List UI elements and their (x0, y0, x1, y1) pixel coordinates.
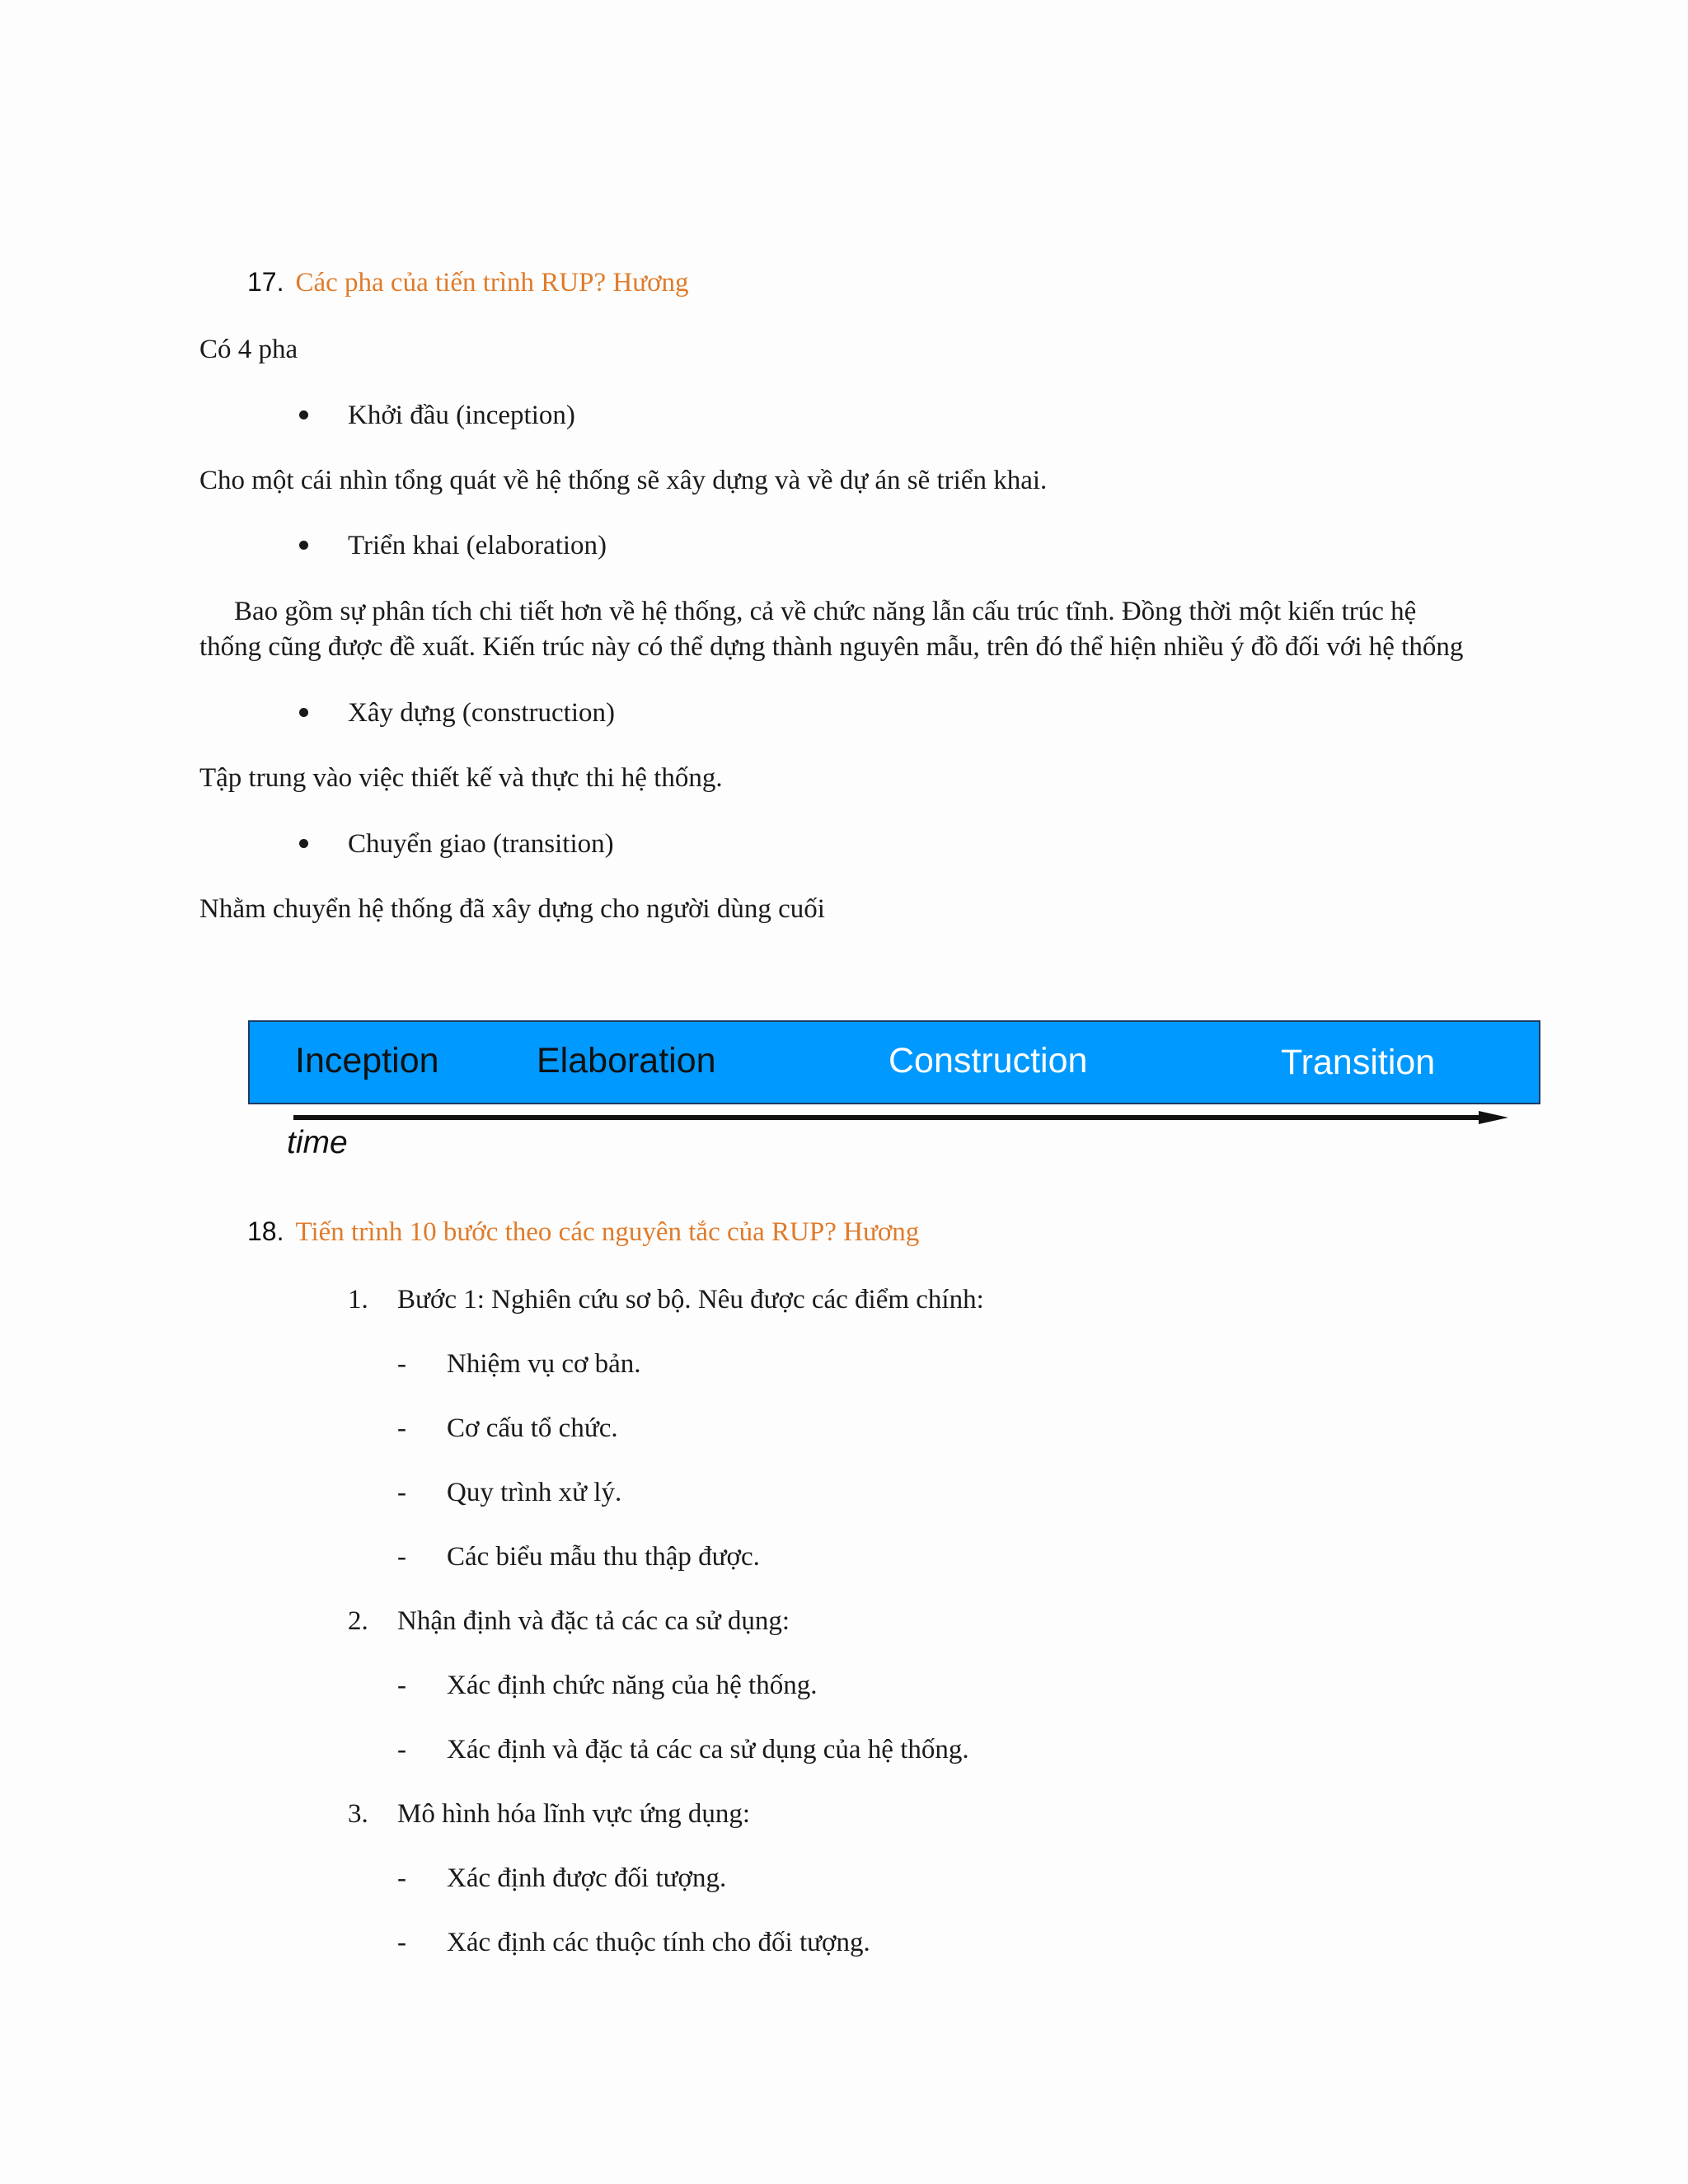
step-item: Các biểu mẫu thu thập được. (447, 1542, 760, 1572)
dash-marker: - (397, 1928, 406, 1957)
dash-marker: - (397, 1735, 406, 1765)
phase-label-inception: Inception (295, 1041, 439, 1080)
step-text: Nhận định và đặc tả các ca sử dụng: (397, 1606, 790, 1636)
step-item: Xác định chức năng của hệ thống. (447, 1671, 818, 1700)
phase-label-construction: Construction (889, 1041, 1088, 1080)
step-item: Cơ cấu tổ chức. (447, 1413, 618, 1443)
phase-item-transition: Chuyển giao (transition) (348, 829, 614, 859)
section-title: Các pha của tiến trình RUP? Hương (295, 268, 689, 298)
section-number: 17. (247, 267, 284, 297)
phase-item-construction: Xây dựng (construction) (348, 698, 615, 728)
phase-label-transition: Transition (1281, 1043, 1436, 1082)
phase-item-elaboration: Triển khai (elaboration) (348, 531, 607, 560)
phase-description: Cho một cái nhìn tổng quát về hệ thống sẽ xây dựng và về dự án sẽ triển khai. (199, 466, 1048, 495)
phase-description-line1: Bao gồm sự phân tích chi tiết hơn về hệ thống, cả về chức năng lẫn cấu trúc tĩnh. Đồng thời một kiến trúc hệ (234, 597, 1417, 626)
intro-text: Có 4 pha (199, 335, 298, 364)
dash-marker: - (397, 1671, 406, 1700)
step-text: Mô hình hóa lĩnh vực ứng dụng: (397, 1799, 751, 1829)
section-18-heading (247, 1213, 919, 1250)
phase-label-elaboration: Elaboration (537, 1041, 716, 1080)
step-number: 1. (348, 1285, 368, 1315)
phase-description-line2: thống cũng được đề xuất. Kiến trúc này có thể dựng thành nguyên mẫu, trên đó thể hiện nhiều ý đồ đối với hệ thống (199, 632, 1464, 662)
dash-marker: - (397, 1349, 406, 1379)
bullet-icon (299, 839, 308, 848)
bullet-icon (299, 708, 308, 717)
section-number: 18. (247, 1216, 284, 1246)
step-item: Quy trình xử lý. (447, 1478, 622, 1507)
phase-description: Tập trung vào việc thiết kế và thực thi hệ thống. (199, 763, 723, 793)
section-title: Tiến trình 10 bước theo các nguyên tắc của RUP? Hương (295, 1217, 920, 1247)
dash-marker: - (397, 1542, 406, 1572)
step-item: Xác định được đối tượng. (447, 1863, 727, 1893)
rup-phases-bar (248, 1020, 1540, 1104)
time-axis-label: time (287, 1125, 348, 1160)
step-item: Nhiệm vụ cơ bản. (447, 1349, 641, 1379)
step-number: 3. (348, 1799, 368, 1829)
time-arrow-icon (292, 1109, 1508, 1126)
phase-item-inception: Khởi đầu (inception) (348, 401, 575, 430)
step-number: 2. (348, 1606, 368, 1636)
section-17-heading (247, 264, 689, 301)
step-item: Xác định các thuộc tính cho đối tượng. (447, 1928, 870, 1957)
step-text: Bước 1: Nghiên cứu sơ bộ. Nêu được các điểm chính: (397, 1285, 984, 1315)
dash-marker: - (397, 1863, 406, 1893)
bullet-icon (299, 541, 308, 550)
bullet-icon (299, 410, 308, 419)
step-item: Xác định và đặc tả các ca sử dụng của hệ thống. (447, 1735, 969, 1765)
dash-marker: - (397, 1413, 406, 1443)
phase-description: Nhằm chuyển hệ thống đã xây dựng cho người dùng cuối (199, 894, 825, 924)
dash-marker: - (397, 1478, 406, 1507)
